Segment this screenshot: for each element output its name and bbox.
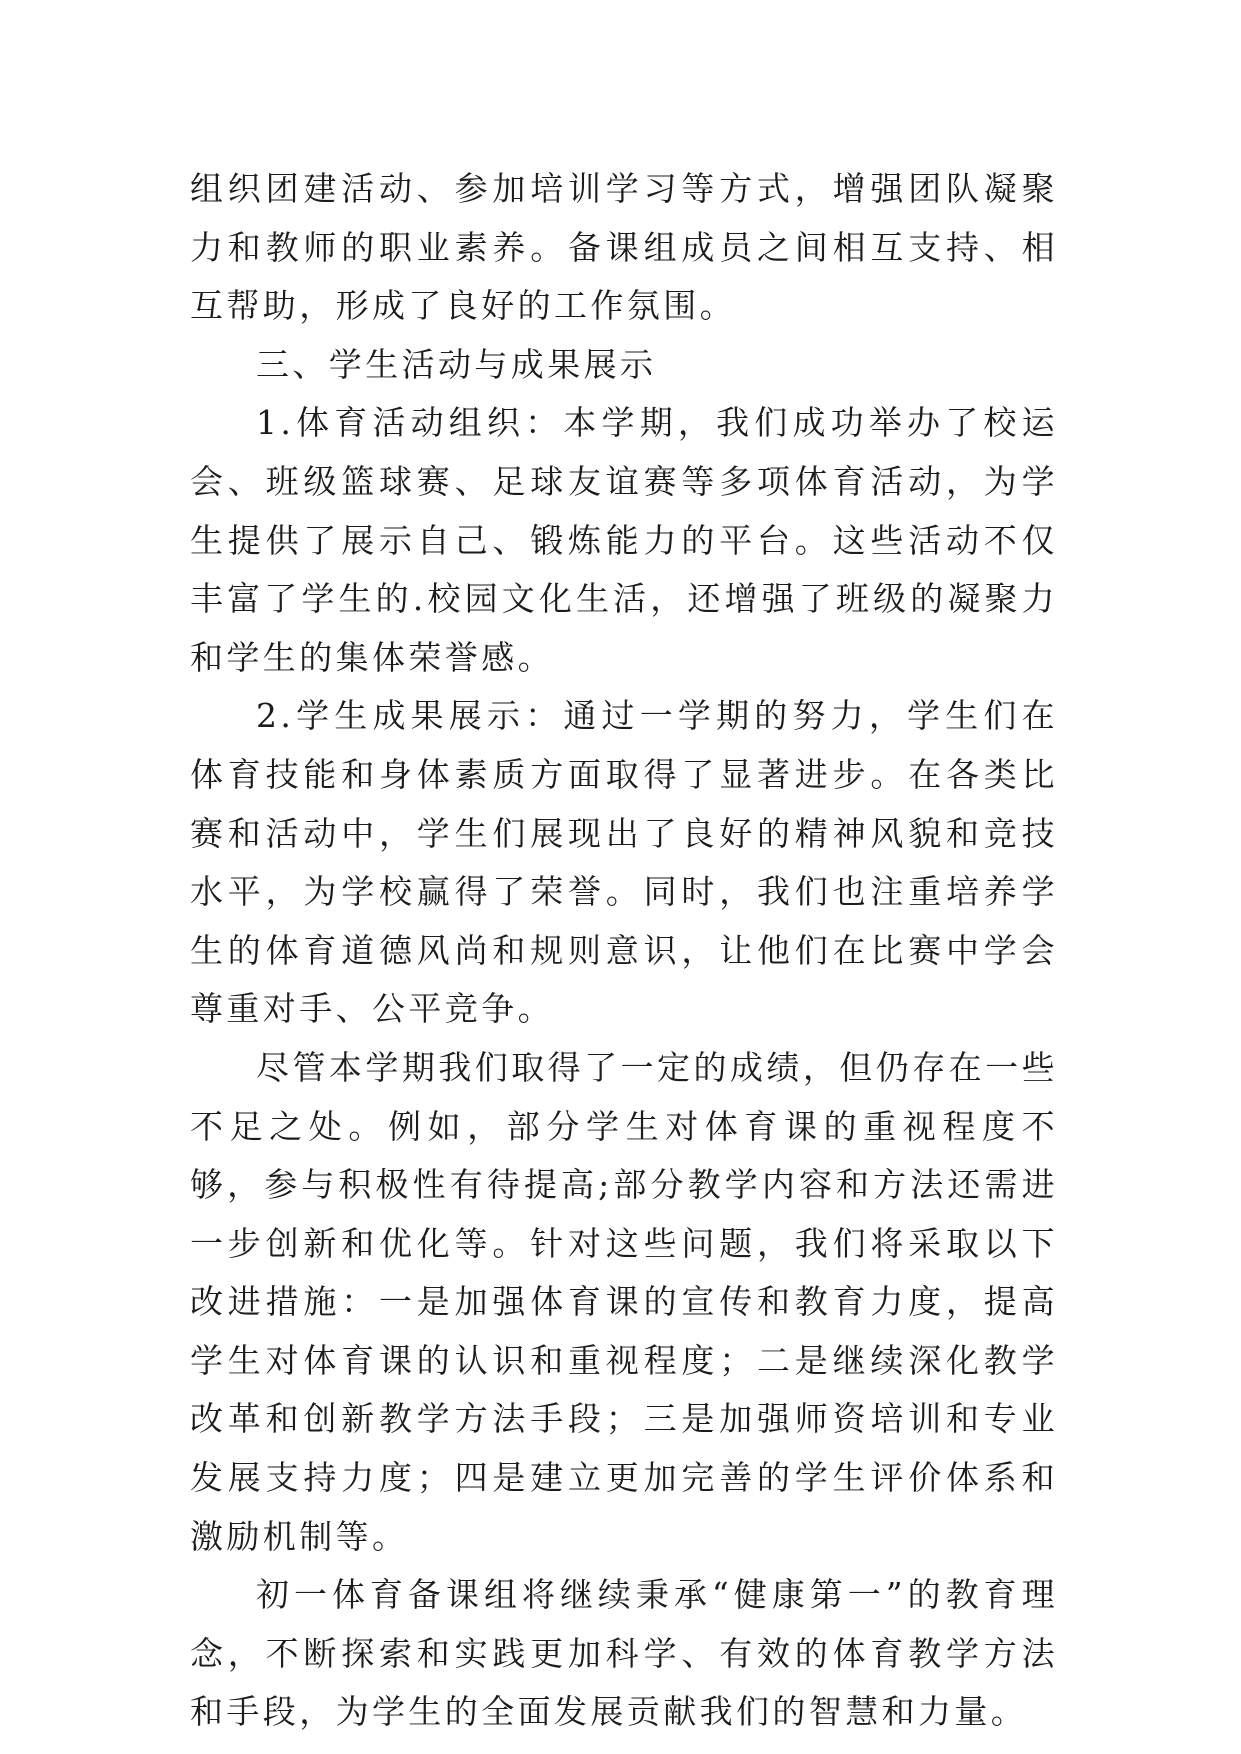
paragraph-conclusion: 初一体育备课组将继续秉承“健康第一”的教育理念，不断探索和实践更加科学、有效的体育教学方法和手段，为学生的全面发展贡献我们的智慧和力量。 — [190, 1575, 1058, 1732]
paragraph-sports-activities: 1.体育活动组织：本学期，我们成功举办了校运会、班级篮球赛、足球友谊赛等多项体育活动，为学生提供了展示自己、锻炼能力的平台。这些活动不仅丰富了学生的.校园文化生活，还增强了班级的凝聚力和学生的集体荣誉感。 — [190, 403, 1058, 677]
section-heading: 三、学生活动与成果展示 — [256, 344, 657, 384]
paragraph-student-achievements: 2.学生成果展示：通过一学期的努力，学生们在体育技能和身体素质方面取得了显著进步。在各类比赛和活动中，学生们展现出了良好的精神风貌和竞技水平，为学校赢得了荣誉。同时，我们也注重培养学生的体育道德风尚和规则意识，让他们在比赛中学会尊重对手、公平竞争。 — [190, 696, 1058, 1029]
document-body — [190, 160, 1058, 1742]
paragraph-shortcomings: 尽管本学期我们取得了一定的成绩，但仍存在一些不足之处。例如，部分学生对体育课的重视程度不够，参与积极性有待提高;部分教学内容和方法还需进一步创新和优化等。针对这些问题，我们将采取以下改进措施：一是加强体育课的宣传和教育力度，提高学生对体育课的认识和重视程度；二是继续深化教学改革和创新教学方法手段；三是加强师资培训和专业发展支持力度；四是建立更加完善的学生评价体系和激励机制等。 — [190, 1047, 1058, 1556]
paragraph-continued: 组织团建活动、参加培训学习等方式，增强团队凝聚力和教师的职业素养。备课组成员之间相互支持、相互帮助，形成了良好的工作氛围。 — [190, 169, 1058, 326]
